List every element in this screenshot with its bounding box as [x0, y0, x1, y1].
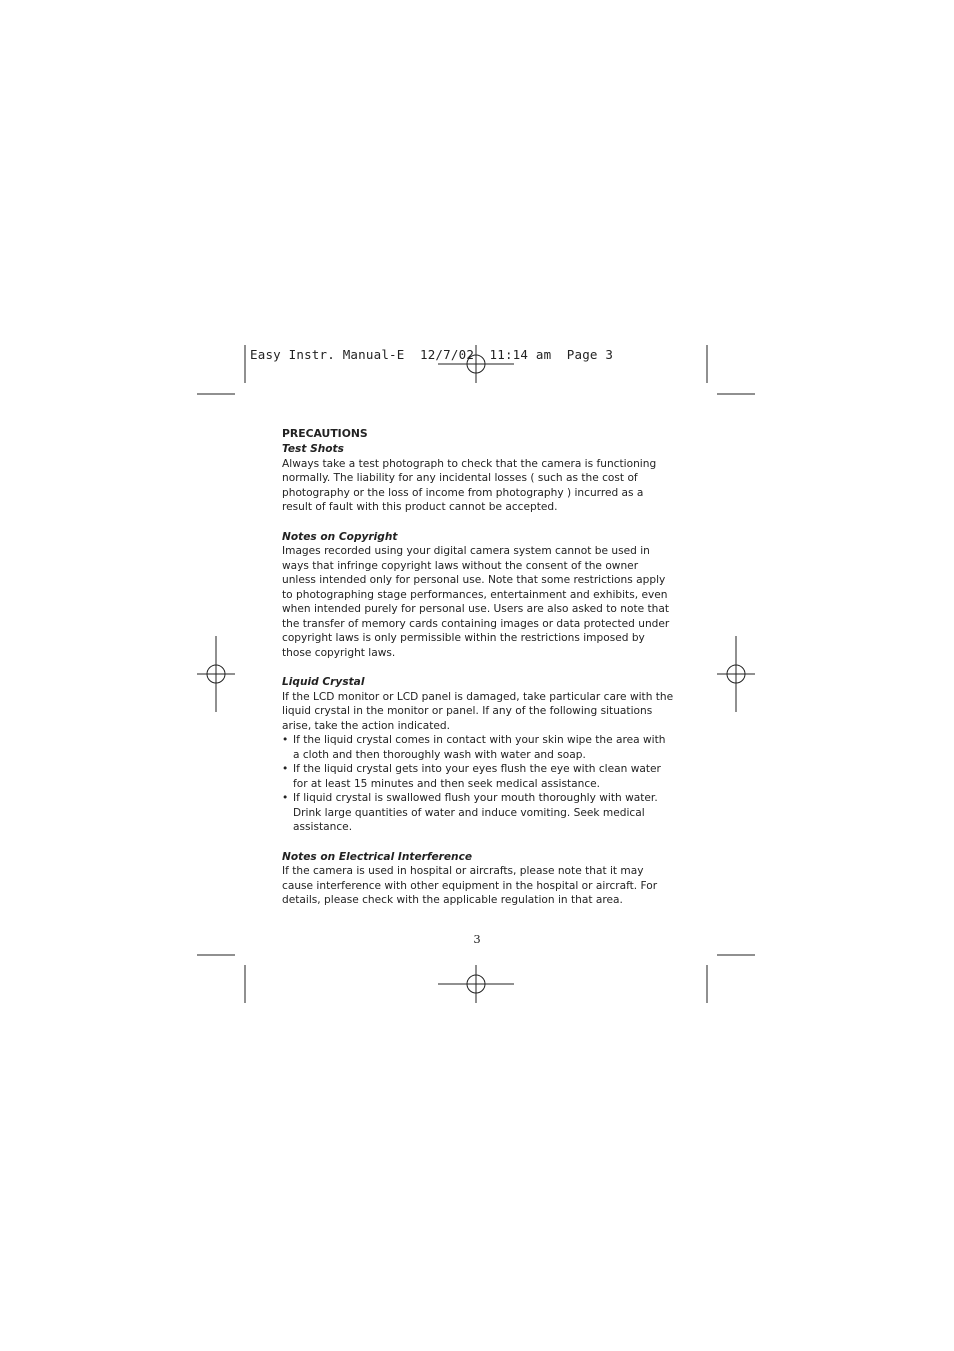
- registration-mark-left: [197, 636, 235, 712]
- section-title: Test Shots: [282, 443, 344, 455]
- bullet-icon: •: [282, 734, 289, 746]
- list-item-text: If the liquid crystal comes in contact with your skin wipe the area with a cloth and then thoroughly wash with water and soap.: [293, 734, 666, 761]
- section-body: Always take a test photograph to check that the camera is functioning normally. The liability for any incidental losses ( such as the cost of photography or the loss of income from photography ) incurred as a result of fault with this product cannot be accepted.: [282, 457, 657, 513]
- registration-mark-top: [438, 345, 514, 383]
- section-notes-on-copyright: [282, 530, 674, 661]
- list-item-text: If liquid crystal is swallowed flush your mouth thoroughly with water. Drink large quantities of water and induce vomiting. Seek medical assistance.: [293, 792, 658, 833]
- section-test-shots: [282, 442, 674, 515]
- list-item: [282, 733, 674, 762]
- page-heading: PRECAUTIONS: [282, 427, 368, 440]
- section-title: Notes on Electrical Interference: [282, 850, 473, 863]
- list-item: [282, 791, 674, 835]
- section-body: If the LCD monitor or LCD panel is damaged, take particular care with the liquid crystal in the monitor or panel. If any of the following situations arise, take the action indicated.: [282, 690, 674, 732]
- bullet-icon: •: [282, 763, 289, 775]
- precautions-content: [282, 426, 674, 923]
- list-item-text: If the liquid crystal gets into your eyes flush the eye with clean water for at least 15 minutes and then seek medical assistance.: [293, 763, 661, 790]
- registration-mark-right: [717, 636, 755, 712]
- list-item: [282, 762, 674, 791]
- bullet-list: [282, 733, 674, 835]
- section-title: Liquid Crystal: [282, 676, 365, 688]
- section-body: Images recorded using your digital camera system cannot be used in ways that infringe copyright laws without the consent of the owner unless intended only for personal use. Note that some restrictions apply to photographing stage performances, entertainment and exhibits, even when intended purely for personal use. Users are also asked to note that the transfer of memory cards containing images or data protected under copyright laws is only permissible within the restrictions imposed by those copyright laws.: [282, 545, 670, 659]
- section-liquid-crystal: [282, 675, 674, 835]
- section-title: Notes on Copyright: [282, 530, 398, 543]
- section-electrical-interference: [282, 850, 674, 908]
- page-number: 3: [473, 932, 481, 946]
- bullet-icon: •: [282, 792, 289, 804]
- registration-mark-bottom: [438, 965, 514, 1003]
- print-slug-line: Easy Instr. Manual-E 12/7/02 11:14 am Page 3: [250, 347, 614, 362]
- section-body: If the camera is used in hospital or aircrafts, please note that it may cause interference with other equipment in the hospital or aircraft. For details, please check with the applicable regulation in that area.: [282, 865, 658, 906]
